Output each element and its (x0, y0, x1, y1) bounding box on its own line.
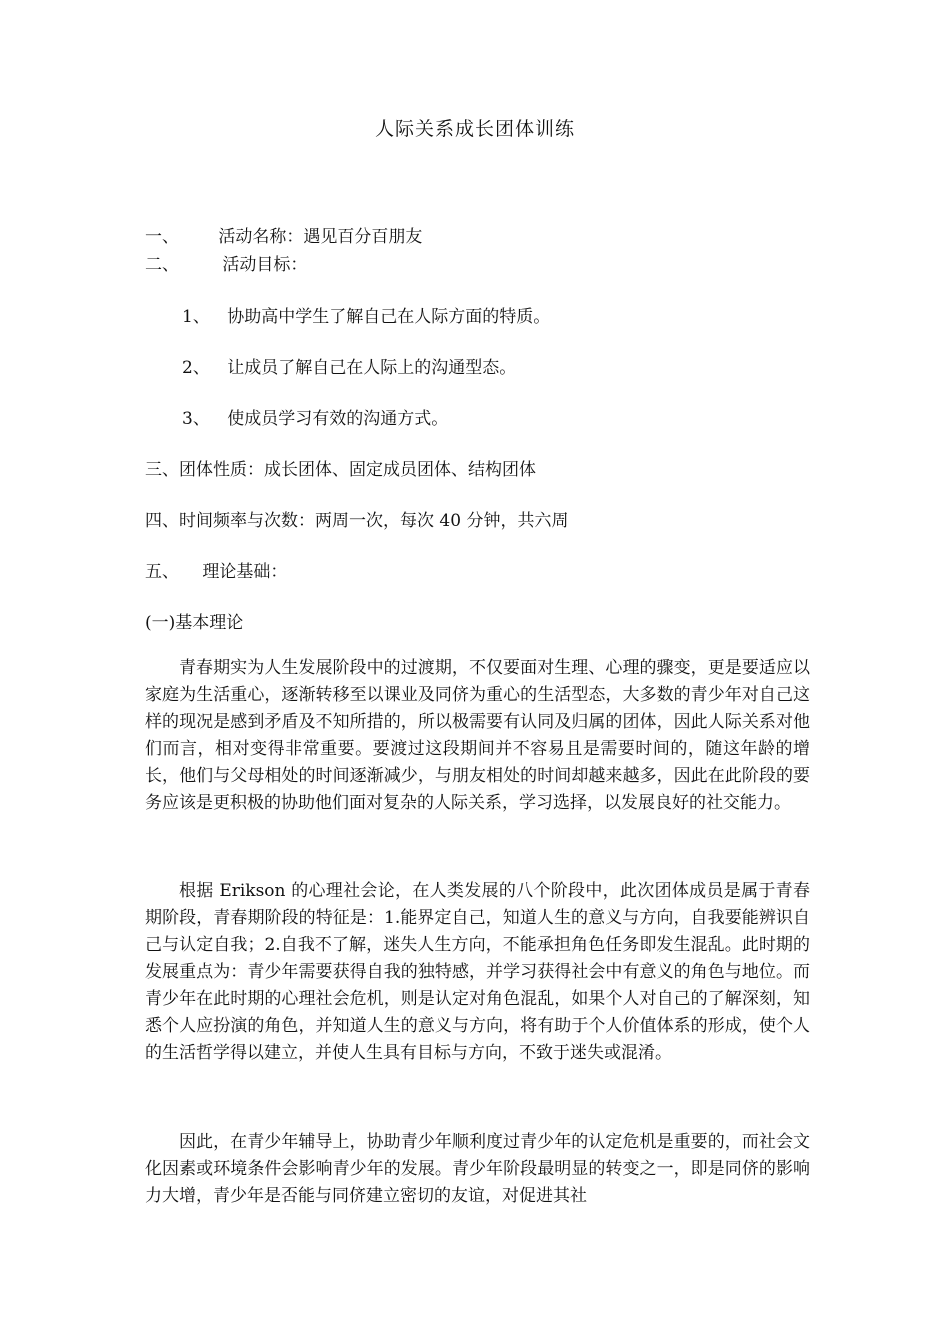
section-2-text: 活动目标： (222, 255, 308, 275)
section-1-text: 活动名称：遇见百分百朋友 (218, 227, 423, 247)
goal-1-text: 协助高中学生了解自己在人际方面的特质。 (227, 307, 551, 327)
goal-3 (182, 404, 448, 429)
paragraph-3: 因此，在青少年辅导上，协助青少年顺利度过青少年的认定危机是重要的，而社会文化因素或环境条件会影响青少年的发展。青少年阶段最明显的转变之一，即是同侪的影响力大增，青少年是否能与同侪建立密切的友谊，对促进其社 (145, 1132, 810, 1206)
section-2-heading (145, 250, 307, 275)
document-title: 人际关系成长团体训练 (374, 118, 575, 140)
section-1-number: 一、 (145, 227, 179, 247)
goal-3-text: 使成员学习有效的沟通方式。 (227, 409, 449, 429)
paragraph-1: 青春期实为人生发展阶段中的过渡期，不仅要面对生理、心理的骤变，更是要适应以家庭为生活重心，逐渐转移至以课业及同侪为重心的生活型态，大多数的青少年对自己这样的现况是感到矛盾及不知所措的，所以极需要有认同及归属的团体，因此人际关系对他们而言，相对变得非常重要。要渡过这段期间并不容易且是需要时间的，随这年龄的增长，他们与父母相处的时间逐渐减少，与朋友相处的时间却越来越多，因此在此阶段的要务应该是更积极的协助他们面对复杂的人际关系，学习选择，以发展良好的社交能力。 (145, 658, 810, 813)
section-3-heading: 三、团体性质：成长团体、固定成员团体、结构团体 (145, 460, 536, 480)
section-5-heading (145, 557, 287, 582)
section-5-text: 理论基础： (202, 562, 288, 582)
goal-2 (182, 353, 516, 378)
goal-3-number: 3、 (182, 409, 210, 429)
goal-1-number: 1、 (182, 307, 210, 327)
section-5-number: 五、 (145, 562, 179, 582)
section-1-heading (145, 222, 422, 247)
section-2-number: 二、 (145, 255, 179, 275)
goal-1 (182, 302, 550, 327)
subsection-basic-theory: (一)基本理论 (145, 613, 244, 633)
goal-2-text: 让成员了解自己在人际上的沟通型态。 (227, 358, 517, 378)
goal-2-number: 2、 (182, 358, 210, 378)
paragraph-2: 根据 Erikson 的心理社会论，在人类发展的八个阶段中，此次团体成员是属于青春期阶段，青春期阶段的特征是：1.能界定自己，知道人生的意义与方向，自我要能辨识自己与认定自我；2.自我不了解，迷失人生方向，不能承担角色任务即发生混乱。此时期的发展重点为：青少年需要获得自我的独特感，并学习获得社会中有意义的角色与地位。而青少年在此时期的心理社会危机，则是认定对角色混乱，如果个人对自己的了解深刻，知悉个人应扮演的角色，并知道人生的意义与方向，将有助于个人价值体系的形成，使个人的生活哲学得以建立，并使人生具有目标与方向，不致于迷失或混淆。 (145, 881, 810, 1063)
section-4-heading: 四、时间频率与次数：两周一次，每次 40 分钟，共六周 (145, 511, 569, 531)
